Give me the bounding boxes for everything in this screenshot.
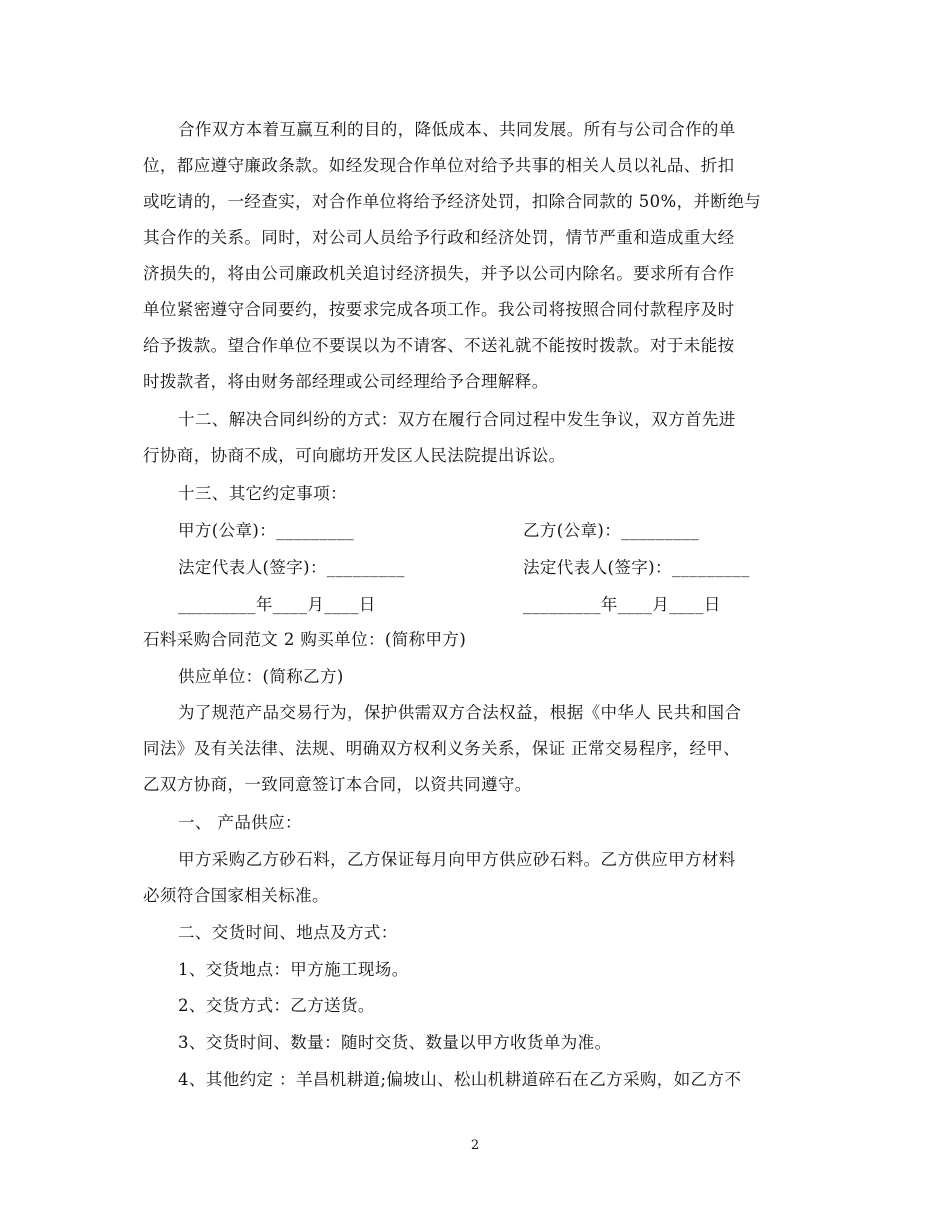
section-2-title: 二、交货时间、地点及方式： — [178, 923, 398, 942]
intro-line: 为了规范产品交易行为，保护供需双方合法权益，根据《中华人 民共和国合 — [178, 703, 742, 722]
section-2-item: 3、交货时间、数量：随时交货、数量以甲方收货单为准。 — [178, 1033, 612, 1052]
page-number: 2 — [470, 1138, 480, 1153]
section-1-line: 甲方采购乙方砂石料，乙方保证每月向甲方供应砂石料。乙方供应甲方材料 — [178, 850, 736, 869]
paragraph-line: 或吃请的，一经查实，对合作单位将给予经济处罚，扣除合同款的 50%，并断绝与 — [143, 192, 762, 211]
paragraph-line: 位，都应遵守廉政条款。如经发现合作单位对给予共事的相关人员以礼品、折扣 — [143, 156, 735, 175]
intro-line: 同法》及有关法律、法规、明确双方权利义务关系，保证 正常交易程序，经甲、 — [143, 739, 741, 758]
paragraph-line: 单位紧密遵守合同要约，按要求完成各项工作。我公司将按照合同付款程序及时 — [143, 300, 735, 319]
party-a-date: _________年____月____日 — [178, 595, 376, 614]
section-2-item: 1、交货地点：甲方施工现场。 — [178, 960, 409, 979]
clause-12-line: 十二、解决合同纠纷的方式：双方在履行合同过程中发生争议，双方首先进 — [178, 410, 736, 429]
sample-2-header: 石料采购合同范文 2 购买单位：(简称甲方) — [143, 630, 467, 649]
clause-12-line: 行协商，协商不成，可向廊坊开发区人民法院提出诉讼。 — [143, 446, 566, 465]
paragraph-line: 合作双方本着互赢互利的目的，降低成本、共同发展。所有与公司合作的单 — [178, 120, 736, 139]
section-1-title: 一、 产品供应： — [178, 813, 302, 832]
party-b-representative: 法定代表人(签字)：_________ — [523, 558, 750, 577]
section-2-item: 4、其他约定 ：羊昌机耕道;偏坡山、松山机耕道碎石在乙方采购，如乙方不 — [178, 1070, 742, 1089]
party-a-representative: 法定代表人(签字)：_________ — [178, 558, 405, 577]
paragraph-line: 给予拨款。望合作单位不要误以为不请客、不送礼就不能按时拨款。对于未能按 — [143, 336, 735, 355]
paragraph-line: 时拨款者，将由财务部经理或公司经理给予合理解释。 — [143, 372, 549, 391]
paragraph-line: 济损失的，将由公司廉政机关追讨经济损失，并予以公司内除名。要求所有合作 — [143, 264, 735, 283]
party-a-seal: 甲方(公章)：_________ — [178, 521, 355, 540]
party-b-date: _________年____月____日 — [523, 595, 721, 614]
supplier-line: 供应单位：(简称乙方) — [178, 667, 344, 686]
intro-line: 乙双方协商，一致同意签订本合同，以资共同遵守。 — [143, 775, 532, 794]
section-2-item: 2、交货方式：乙方送货。 — [178, 996, 375, 1015]
section-1-line: 必须符合国家相关标准。 — [143, 886, 329, 905]
clause-13-title: 十三、其它约定事项： — [178, 484, 347, 503]
paragraph-line: 其合作的关系。同时，对公司人员给予行政和经济处罚，情节严重和造成重大经 — [143, 228, 735, 247]
party-b-seal: 乙方(公章)：_________ — [523, 521, 700, 540]
